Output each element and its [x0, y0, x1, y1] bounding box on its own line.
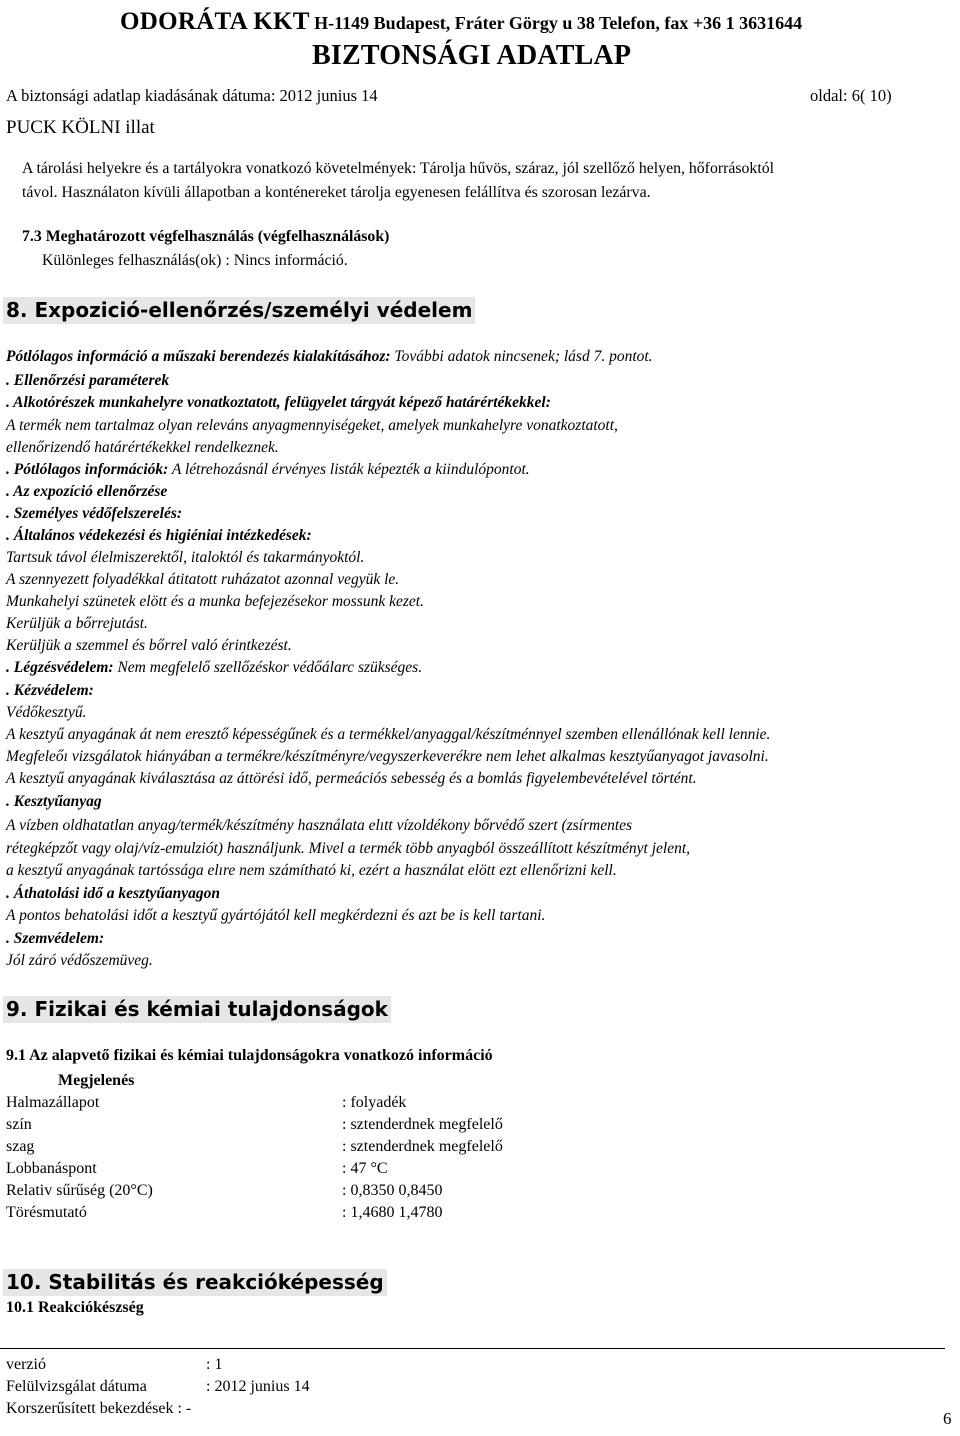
property-value: : sztenderdnek megfelelő: [342, 1116, 503, 1133]
property-value: : folyadék: [342, 1094, 407, 1111]
issue-date: A biztonsági adatlap kiadásának dátuma: 2012 junius 14: [6, 86, 378, 105]
s8-line-27: . Szemvédelem:: [6, 930, 105, 947]
storage-line-2: távol. Használaton kívüli állapotban a konténereket tárolja egyenesen felállítva és szorosan lezárva.: [22, 184, 651, 201]
s8-line-9: . Általános védekezési és higiéniai intézkedések:: [6, 527, 312, 544]
s8-line-24: a kesztyű anyagának tartóssága elıre nem számítható ki, ezért a használat elött ezt ellenőrizni kell.: [6, 862, 617, 879]
page-info: oldal: 6( 10): [810, 86, 892, 105]
company-address: H-1149 Budapest, Fráter Görgy u 38 Telefon, fax +36 1 3631644: [314, 13, 803, 33]
s8-line-19: Megfeleőı vizsgálatok hiányában a termékre/készítményre/vegyszerkeverékre nem lehet alkalmas kesztyűanyagot javasolni.: [6, 748, 769, 765]
section-7-3-title: 7.3 Meghatározott végfelhasználás (végfelhasználások): [22, 228, 390, 245]
company-name: ODORÁTA KKT: [120, 8, 310, 35]
section-10-1-title: 10.1 Reakciókészség: [6, 1299, 144, 1316]
s8-line-28: Jól záró védőszemüveg.: [6, 952, 153, 969]
s8-line-15: [6, 659, 422, 677]
s8-line-2: . Ellenőrzési paraméterek: [6, 372, 170, 389]
revision-value: : 2012 junius 14: [206, 1378, 310, 1395]
appearance-heading: Megjelenés: [58, 1072, 135, 1089]
s8-line-11: A szennyezett folyadékkal átitatott ruházatot azonnal vegyük le.: [6, 571, 400, 588]
section-10-title: 10. Stabilitás és reakcióképesség: [3, 1269, 387, 1296]
version-label: verzió: [6, 1356, 46, 1373]
s8-line-1-text: További adatok nincsenek; lásd 7. pontot.: [390, 348, 653, 365]
s8-line-15-text: Nem megfelelő szellőzéskor védőálarc szükséges.: [113, 659, 423, 676]
property-name: Relativ sűrűség (20°C): [6, 1182, 153, 1199]
s8-line-20: A kesztyű anyagának kiválasztása az áttörési idő, permeációs sebesség és a bomlás figyelembevételével történt.: [6, 770, 697, 787]
product-name: PUCK KÖLNI illat: [6, 117, 155, 138]
section-9-1-title: 9.1 Az alapvető fizikai és kémiai tulajdonságokra vonatkozó információ: [6, 1047, 493, 1064]
s8-line-5: ellenőrizendő határértékekkel rendelkeznek.: [6, 439, 279, 456]
s8-line-17: Védőkesztyű.: [6, 704, 87, 721]
section-7-3-text: Különleges felhasználás(ok) : Nincs információ.: [42, 252, 348, 269]
property-value: : 1,4680 1,4780: [342, 1204, 443, 1221]
s8-line-21: . Kesztyűanyag: [6, 793, 102, 810]
footer-divider: [0, 1348, 945, 1349]
section-9-title: 9. Fizikai és kémiai tulajdonságok: [3, 996, 391, 1023]
version-value: : 1: [206, 1356, 223, 1373]
s8-line-8: . Személyes védőfelszerelés:: [6, 505, 183, 522]
storage-line-1: A tárolási helyekre és a tartályokra vonatkozó követelmények: Tárolja hűvös, száraz, jól szellőző helyen, hőforrásoktól: [22, 160, 774, 177]
section-8-title: 8. Expozició-ellenőrzés/személyi védelem: [3, 297, 475, 324]
s8-line-6-label: . Pótlólagos információk:: [6, 461, 169, 478]
property-name: Törésmutató: [6, 1204, 87, 1221]
s8-line-7: . Az expozíció ellenőrzése: [6, 483, 168, 500]
s8-line-4: A termék nem tartalmaz olyan releváns anyagmennyiségeket, amelyek munkahelyre vonatkoztatott,: [6, 417, 618, 434]
s8-line-23: rétegképzőt vagy olaj/víz-emulziót) használjunk. Mivel a termék több anyagból összeállított készítményt jelent,: [6, 840, 691, 857]
revision-label: Felülvizsgálat dátuma: [6, 1378, 147, 1395]
s8-line-1: [6, 348, 653, 366]
s8-line-18: A kesztyű anyagának át nem eresztő képességűnek és a termékkel/anyaggal/készítménnyel szemben ellenállónak kell lennie.: [6, 726, 771, 743]
s8-line-3: . Alkotórészek munkahelyre vonatkoztatott, felügyelet tárgyát képező határértékekkel:: [6, 394, 551, 411]
page-number: 6: [943, 1409, 952, 1428]
property-name: Halmazállapot: [6, 1094, 100, 1111]
s8-line-1-label: Pótlólagos információ a műszaki berendezés kialakításához:: [6, 348, 391, 365]
s8-line-13: Kerüljük a bőrrejutást.: [6, 615, 148, 632]
property-name: szag: [6, 1138, 35, 1155]
s8-line-6-text: A létrehozásnál érvényes listák képezték a kiindulópontot.: [168, 461, 530, 478]
document-title: BIZTONSÁGI ADATLAP: [312, 40, 632, 71]
s8-line-16: . Kézvédelem:: [6, 682, 94, 699]
s8-line-12: Munkahelyi szünetek elött és a munka befejezésekor mossunk kezet.: [6, 593, 424, 610]
s8-line-14: Kerüljük a szemmel és bőrrel való érintkezést.: [6, 637, 292, 654]
updated-sections: Korszerűsített bekezdések : -: [6, 1400, 192, 1417]
s8-line-10: Tartsuk távol élelmiszerektől, italoktól és takarmányoktól.: [6, 549, 365, 566]
property-name: Lobbanáspont: [6, 1160, 97, 1177]
property-value: : 0,8350 0,8450: [342, 1182, 443, 1199]
property-value: : 47 °C: [342, 1160, 388, 1177]
s8-line-22: A vízben oldhatatlan anyag/termék/készítmény használata elıtt vízoldékony bőrvédő szert (zsírmentes: [6, 817, 633, 834]
s8-line-25: . Áthatolási idő a kesztyűanyagon: [6, 885, 221, 902]
s8-line-6: [6, 461, 530, 479]
property-value: : sztenderdnek megfelelő: [342, 1138, 503, 1155]
property-name: szín: [6, 1116, 32, 1133]
s8-line-15-label: . Légzésvédelem:: [6, 659, 114, 676]
header-line: [120, 8, 802, 36]
s8-line-26: A pontos behatolási időt a kesztyű gyártójától kell megkérdezni és azt be is kell tartani.: [6, 907, 546, 924]
